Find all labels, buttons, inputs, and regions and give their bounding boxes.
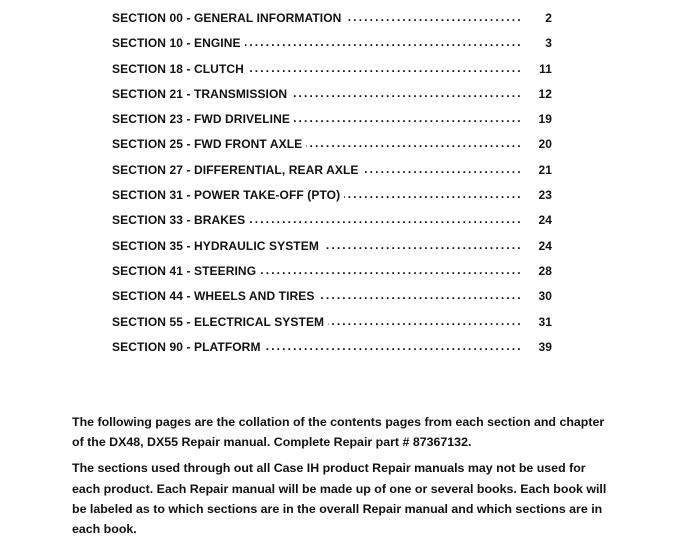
toc-entry[interactable] [112, 111, 552, 136]
toc-entry-page: 28 [538, 263, 552, 278]
toc-dot-leader [249, 212, 520, 224]
toc-entry-page: 3 [545, 36, 552, 51]
toc-entry-title: SECTION 55 - ELECTRICAL SYSTEM [112, 314, 325, 329]
toc-entry-title: SECTION 25 - FWD FRONT AXLE [112, 137, 303, 152]
toc-entry-page: 23 [538, 188, 552, 203]
toc-entry-page: 12 [538, 86, 552, 101]
toc-entry[interactable] [112, 136, 552, 161]
toc-dot-leader [344, 187, 520, 199]
toc-entry-title: SECTION 44 - WHEELS AND TIRES [112, 289, 315, 304]
toc-entry-page: 2 [545, 11, 552, 25]
toc-entry-title: SECTION 10 - ENGINE [112, 36, 241, 51]
toc-entry-title: SECTION 21 - TRANSMISSION [112, 86, 288, 101]
notes-paragraph-2: The sections used through out all Case IH product Repair manuals may not be used for each product. Each Repair manual will be made up of one or several books. Each book will be labeled as to which sections are in the overall Repair manual and which sections are in each book. [72, 461, 607, 537]
toc-dot-leader [248, 61, 520, 73]
toc-dot-leader [265, 339, 520, 351]
toc-entry-title: SECTION 27 - DIFFERENTIAL, REAR AXLE [112, 162, 359, 177]
toc-entry-title: SECTION 90 - PLATFORM [112, 339, 261, 354]
toc-entry[interactable] [112, 35, 552, 60]
toc-entry[interactable] [112, 10, 552, 35]
toc-entry[interactable] [112, 339, 552, 364]
toc-dot-leader [328, 314, 520, 326]
toc-entry[interactable] [112, 212, 552, 237]
toc-entry[interactable] [112, 187, 552, 212]
toc-entry-page: 31 [538, 314, 552, 329]
toc-entry[interactable] [112, 86, 552, 111]
toc-entry-page: 24 [538, 213, 552, 228]
table-of-contents [112, 10, 552, 364]
toc-entry[interactable] [112, 263, 552, 288]
toc-entry-page: 24 [538, 238, 552, 253]
toc-dot-leader [260, 263, 520, 275]
toc-dot-leader [306, 136, 520, 148]
toc-entry-title: SECTION 41 - STEERING [112, 263, 257, 278]
toc-entry-page: 20 [538, 137, 552, 152]
toc-dot-leader [363, 162, 520, 174]
toc-entry-page: 21 [538, 162, 552, 177]
toc-dot-leader [318, 288, 520, 300]
toc-entry-page: 30 [538, 289, 552, 304]
toc-entry-page: 19 [538, 112, 552, 127]
toc-dot-leader [345, 10, 520, 22]
toc-entry[interactable] [112, 162, 552, 187]
toc-entry-title: SECTION 31 - POWER TAKE-OFF (PTO) [112, 188, 341, 203]
toc-entry-page: 39 [538, 339, 552, 354]
notes-section [72, 412, 612, 545]
toc-entry-title: SECTION 18 - CLUTCH [112, 61, 244, 76]
toc-entry-title: SECTION 33 - BRAKES [112, 213, 246, 228]
toc-entry-title: SECTION 35 - HYDRAULIC SYSTEM [112, 238, 319, 253]
toc-entry[interactable] [112, 61, 552, 86]
toc-dot-leader [294, 111, 520, 123]
toc-entry-title: SECTION 23 - FWD DRIVELINE [112, 112, 290, 127]
toc-dot-leader [291, 86, 520, 98]
toc-dot-leader [245, 35, 520, 47]
toc-dot-leader [323, 238, 520, 250]
toc-entry[interactable] [112, 314, 552, 339]
toc-entry-page: 11 [539, 61, 552, 76]
toc-entry[interactable] [112, 288, 552, 313]
toc-entry-title: SECTION 00 - GENERAL INFORMATION [112, 11, 342, 25]
toc-entry[interactable] [112, 238, 552, 263]
notes-paragraph-1: The following pages are the collation of the contents pages from each section and chapter of the DX48, DX55 Repair manual. Complete Repair part # 87367132. [72, 415, 605, 450]
